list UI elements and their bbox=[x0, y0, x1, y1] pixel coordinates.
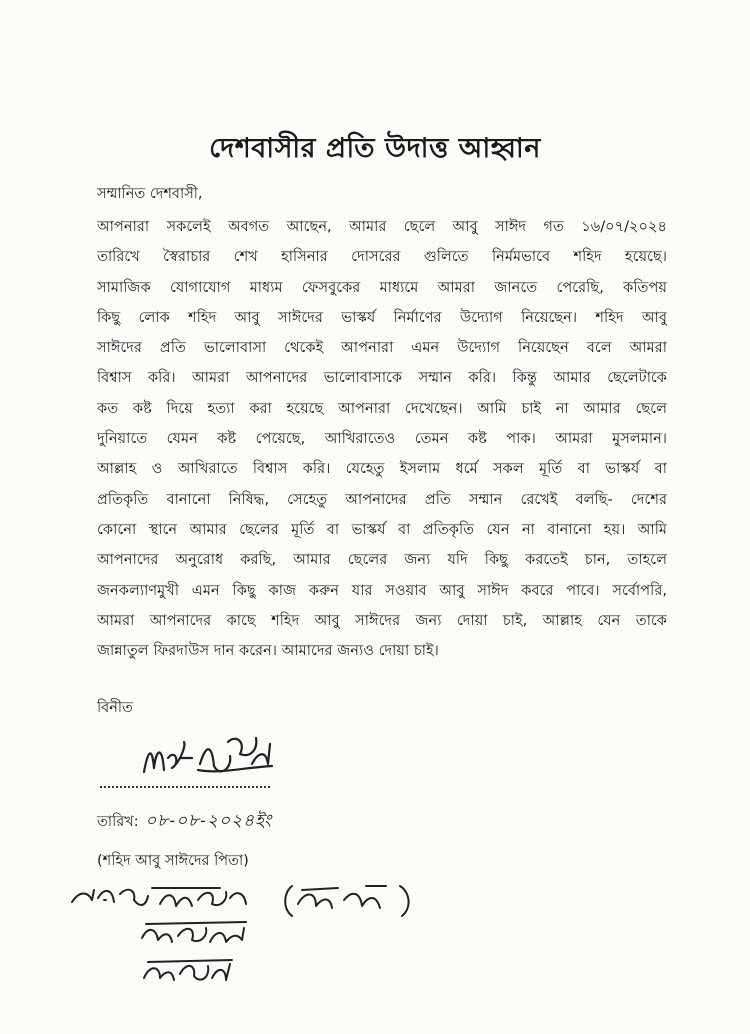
body-line: প্রতিকৃতি বানানো নিষিদ্ধ, সেহেতু আপনাদের প্রতি সম্মান রেখেই বলছি- দেশের bbox=[97, 490, 667, 508]
body-line: কত কষ্ট দিয়ে হত্যা করা হয়েছে আপনারা দেখেছেন। আমি চাই না আমার ছেলে bbox=[97, 399, 667, 417]
body-line: আপনাদের অনুরোধ করছি, আমার ছেলের জন্য যদি কিছু করতেই চান, তাহলে bbox=[97, 551, 667, 569]
body-line: কোনো স্থানে আমার ছেলের মূর্তি বা ভাস্কর্য বা প্রতিকৃতি যেন না বানানো হয়। আমি bbox=[97, 520, 667, 538]
body-line: জনকল্যাণমুখী এমন কিছু কাজ করুন যার সওয়াব আবু সাঈদ কবরে পাবে। সর্বোপরি, bbox=[97, 581, 667, 599]
body-line: তারিখে স্বৈরাচার শেখ হাসিনার দোসরের গুলিতে নির্মমভাবে শহিদ হয়েছে। bbox=[97, 248, 667, 266]
body-line: সামাজিক যোগাযোগ মাধ্যম ফেসবুকের মাধ্যমে আমরা জানতে পেরেছি, কতিপয় bbox=[97, 278, 667, 296]
body-line: আপনারা সকলেই অবগত আছেন, আমার ছেলে আবু সাঈদ গত ১৬/০৭/২০২৪ bbox=[97, 218, 667, 235]
body-line: বিশ্বাস করি। আমরা আপনাদের ভালোবাসাকে সম্মান করি। কিন্তু আমার ছেলেটাকে bbox=[97, 369, 667, 387]
salutation: সম্মানিত দেশবাসী, bbox=[97, 186, 203, 202]
body-line: আল্লাহ ও আখিরাতে বিশ্বাস করি। যেহেতু ইসলাম ধর্মে সকল মূর্তি বা ভাস্কর্য বা bbox=[97, 460, 667, 478]
letter-body bbox=[97, 212, 667, 666]
body-line: আমরা আপনাদের কাছে শহিদ আবু সাঈদের জন্য দোয়া চাই, আল্লাহ যেন তাকে bbox=[97, 611, 667, 629]
signer-role: (শহিদ আবু সাঈদের পিতা) bbox=[97, 853, 249, 869]
body-line: কিছু লোক শহিদ আবু সাঈদের ভাস্কর্য নির্মাণের উদ্যোগ নিয়েছেন। শহিদ আবু bbox=[97, 308, 667, 326]
body-line: সাঈদের প্রতি ভালোবাসা থেকেই আপনারা এমন উদ্যোগ নিয়েছেন বলে আমরা bbox=[97, 339, 667, 357]
body-line: দুনিয়াতে যেমন কষ্ট পেয়েছে, আখিরাতেও তেমন কষ্ট পাক। আমরা মুসলমান। bbox=[97, 430, 667, 448]
signature bbox=[140, 728, 290, 786]
letter-title: দেশবাসীর প্রতি উদাত্ত আহ্বান bbox=[209, 133, 541, 164]
body-line: জান্নাতুল ফিরদাউস দান করেন। আমাদের জন্যও দোয়া চাই। bbox=[97, 642, 439, 660]
date-value: ০৮-০৮-২০২৪ইং bbox=[145, 811, 273, 831]
signature-line bbox=[100, 786, 270, 788]
closing: বিনীত bbox=[97, 700, 133, 716]
handwritten-notes bbox=[70, 878, 450, 1028]
date-label: তারিখ: bbox=[97, 814, 139, 830]
date-row bbox=[97, 808, 272, 836]
